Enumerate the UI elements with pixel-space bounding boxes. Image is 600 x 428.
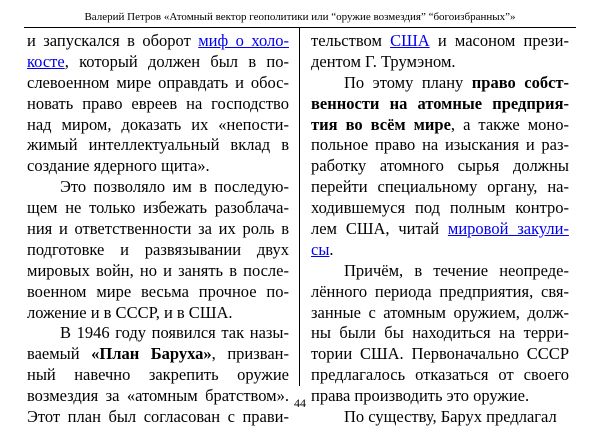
text-line — [311, 282, 569, 303]
text-span: лённого периода предприятия, свя- — [311, 281, 569, 301]
bold-text: «План Баруха» — [91, 344, 212, 364]
text-line — [311, 177, 569, 198]
text-line — [27, 240, 289, 261]
text-span: , а также моно- — [450, 114, 569, 134]
hyperlink[interactable]: мировой закули- — [447, 219, 569, 239]
page-number: 44 — [294, 396, 306, 410]
text-line — [27, 323, 289, 344]
text-line — [27, 177, 289, 198]
text-span: ходившемуся под полным контро- — [311, 198, 569, 218]
text-line — [311, 52, 569, 73]
bold-text: тия во всём мире — [311, 114, 451, 134]
text-span: подготовке и развязывании двух — [27, 239, 289, 259]
bold-text: венности на атомные предприя- — [311, 93, 569, 113]
text-span: мировых войн, но и занять в после- — [27, 260, 289, 280]
hyperlink[interactable]: США — [390, 31, 430, 50]
text-line — [311, 344, 569, 365]
text-span: щем не только избежать разоблача- — [27, 198, 289, 218]
text-line — [311, 156, 569, 177]
hyperlink[interactable]: косте — [27, 51, 65, 71]
text-span: , который должен был в по- — [64, 51, 289, 71]
text-line — [311, 31, 569, 52]
text-line — [311, 219, 569, 240]
text-line — [311, 198, 569, 219]
text-line — [27, 52, 289, 73]
running-header: Валерий Петров «Атомный вектор геополитики или “оружие возмездия” “богоизбранных”» — [84, 11, 516, 23]
text-span: тории США. Первоначально СССР — [311, 344, 569, 364]
text-span: ны были бы находиться на терри- — [311, 323, 569, 343]
text-span: ложение и в СССР, и в США. — [27, 302, 233, 322]
text-span: По существу, Барух предлагал — [344, 407, 557, 427]
text-span: ваемый — [27, 344, 92, 364]
text-span: польное право на изыскания и раз- — [311, 135, 569, 155]
text-line — [27, 198, 289, 219]
text-span: предлагалось отказаться от своего — [311, 365, 569, 385]
right-column — [311, 31, 569, 428]
text-line — [311, 73, 569, 94]
text-span: Этот план был согласован с прави- — [27, 407, 289, 427]
text-line — [311, 115, 569, 136]
text-span: права производить это оружие. — [311, 386, 530, 406]
bold-text: право собст- — [471, 72, 569, 92]
text-line — [311, 261, 569, 282]
text-span: дентом Г. Трумэном. — [311, 51, 456, 71]
text-span: , призван- — [211, 344, 289, 364]
text-span: В 1946 году появился так назы- — [60, 323, 289, 343]
text-line — [27, 303, 289, 324]
header-rule — [24, 27, 576, 28]
text-span: ный навечно закрепить оружие — [27, 365, 289, 385]
text-line — [27, 261, 289, 282]
text-line — [311, 323, 569, 344]
text-line — [27, 73, 289, 94]
text-line — [27, 135, 289, 156]
text-span: жимый интеллектуальный вклад в — [27, 135, 289, 155]
text-line — [27, 31, 289, 52]
text-span: По этому плану — [344, 72, 472, 92]
text-line — [27, 115, 289, 136]
text-span: военном мире весьма прочное по- — [27, 281, 289, 301]
hyperlink[interactable]: сы — [311, 239, 330, 259]
text-span: новать право евреев на господство — [27, 93, 289, 113]
text-line — [311, 135, 569, 156]
text-span: слевоенном мире оправдать и обос- — [27, 72, 289, 92]
text-line — [27, 156, 289, 177]
text-span: . — [329, 239, 334, 259]
text-line — [27, 365, 289, 386]
text-span: и запускался в оборот — [27, 31, 199, 50]
text-span: перейти специальному органу, на- — [311, 177, 569, 197]
text-span: тельством — [311, 31, 391, 50]
text-line — [27, 282, 289, 303]
text-span: Причём, в течение неопреде- — [344, 260, 569, 280]
column-divider — [299, 28, 300, 386]
text-line — [27, 94, 289, 115]
text-span: занные с атомным оружием, долж- — [311, 302, 569, 322]
text-line — [27, 344, 289, 365]
left-column — [27, 31, 289, 428]
text-span: работку атомного сырья должны — [311, 156, 569, 176]
hyperlink[interactable]: миф о холо- — [198, 31, 289, 50]
text-span: ния и ответственности за их роль в — [27, 219, 289, 239]
text-span: и масоном прези- — [429, 31, 569, 50]
text-line — [311, 365, 569, 386]
text-line — [311, 240, 569, 261]
text-line — [311, 94, 569, 115]
text-span: лем США, читай — [311, 219, 448, 239]
text-span: Это позволяло им в последую- — [60, 177, 289, 197]
text-span: возмездия за «атомным братством». — [27, 386, 289, 406]
text-span: над миром, доказать их «непости- — [27, 114, 289, 134]
text-span: создание ядерного щита». — [27, 156, 210, 176]
text-line — [27, 219, 289, 240]
text-line — [311, 303, 569, 324]
